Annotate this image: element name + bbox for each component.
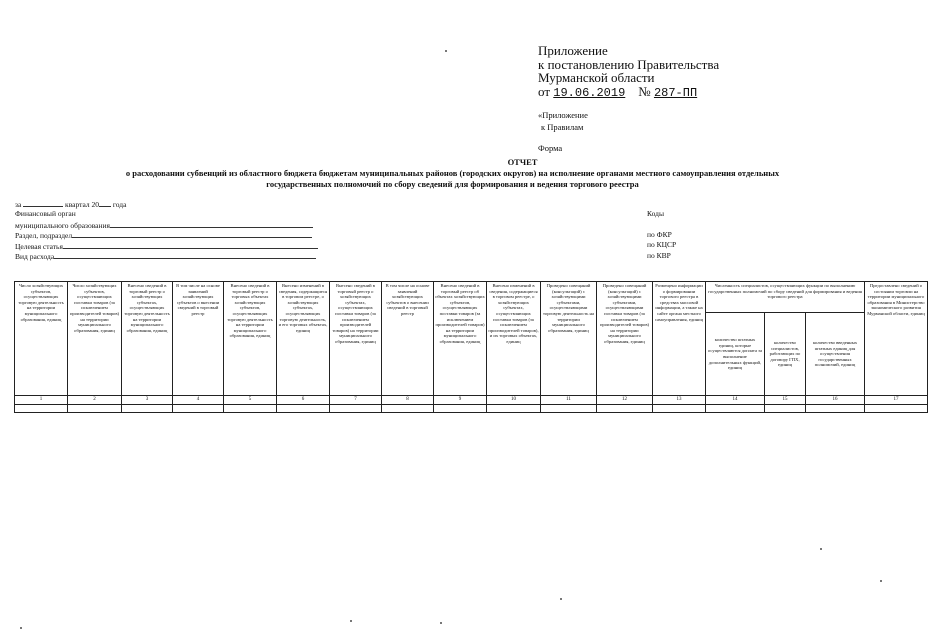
data-row bbox=[15, 405, 928, 413]
appendix-line2: к постановлению Правительства bbox=[538, 56, 720, 72]
col-subheader: количество специалистов, работающих по договору ГПХ, единиц bbox=[765, 313, 806, 396]
section-field[interactable] bbox=[72, 230, 312, 238]
scan-speck bbox=[440, 622, 442, 624]
title-line2: государственных полномочий по сбору сведений для формирования и ведения торгового реестра bbox=[266, 179, 639, 189]
scan-speck bbox=[20, 627, 22, 629]
municipality-field[interactable] bbox=[110, 220, 313, 228]
appendix-date: 19.06.2019 bbox=[553, 85, 626, 100]
appendix-block bbox=[538, 44, 719, 100]
year-field[interactable] bbox=[99, 199, 111, 207]
report-title bbox=[0, 157, 905, 190]
period-row: за квартал 20 года bbox=[15, 200, 127, 209]
appendix-date-line: от 19.06.2019 № 287-ПП bbox=[538, 83, 698, 100]
title-heading: ОТЧЕТ bbox=[507, 157, 538, 167]
header-row bbox=[15, 282, 928, 313]
title-line1: о расходовании субвенций из областного бюджета бюджетам муниципальных районов (городских округов) на исполнение органами местного самоуправления отдельных bbox=[125, 168, 780, 178]
col-header: Число хозяйствующих субъектов, осуществляющих торговую деятельность на территории муниципального образования, единиц bbox=[15, 282, 68, 396]
col-header: В том числе на основе заявлений хозяйствующих субъектов о внесении сведений в торговый реестр bbox=[173, 282, 224, 396]
column-numbers-row: 1 2 3 4 5 6 7 8 9 10 11 12 13 14 15 16 17 bbox=[15, 396, 928, 405]
col-subheader: количество введенных штатных единиц для осуществления государственных полномочий, единиц bbox=[806, 313, 865, 396]
appendix-line3: Мурманской области bbox=[538, 70, 655, 85]
quarter-field[interactable] bbox=[23, 199, 63, 207]
col-header: Внесено изменений в сведения, содержащиеся в торговом реестре, о хозяйствующих субъектах, осуществляющих поставки товаров (за исключением производителей товаров), и их торговых объектах, единиц bbox=[487, 282, 541, 396]
report-table bbox=[14, 281, 928, 413]
target-field[interactable] bbox=[63, 241, 318, 249]
col-header: Внесено сведений в торговый реестр о хозяйствующих субъектах, осуществляющих поставки товаров (за исключением производителей товаров) на территории муниципального образования, единиц bbox=[330, 282, 382, 396]
scan-speck bbox=[350, 620, 352, 622]
appendix-number: 287-ПП bbox=[653, 85, 698, 100]
col-header-group: Численность специалистов, осуществляющих функции по выполнению государственных полномочий по сбору сведений для формирования и ведения торгового реестра bbox=[706, 282, 865, 313]
col-header: Предоставлено сведений о состоянии торговли на территории муниципального образования в Министерство экономического развития Мурманской области, единиц bbox=[865, 282, 928, 396]
col-header: Внесено сведений в торговый реестр о торговых объектах хозяйствующих субъектов, осуществляющих торговую деятельность на территории муниципального образования, единиц bbox=[224, 282, 277, 396]
report-meta: за квартал 20 года Финансовый орган муниципального образования Раздел, подраздел Целевая статья Вид расхода bbox=[15, 199, 318, 261]
col-subheader: количество штатных единиц, которые осуществляются доплата за выполнение дополнительных функций, единиц bbox=[706, 313, 765, 396]
col-header: Внесено сведений в торговый реестр о хозяйствующих субъектах, осуществляющих торговую деятельность на территории муниципального образования, единиц bbox=[122, 282, 173, 396]
col-header: Проведено совещаний (консультаций) с хозяйствующими субъектами, осуществляющими торговую деятельность на территории муниципального образования, единиц bbox=[541, 282, 597, 396]
col-header: Внесено сведений в торговый реестр об объектах хозяйствующих субъектов, осуществляющих поставки товаров (за исключением производителей товаров) на территории муниципального образования, единиц bbox=[434, 282, 487, 396]
codes-block: Коды по ФКР по КЦСР по КВР bbox=[647, 209, 677, 260]
col-header: Внесено изменений в сведения, содержащиеся в торговом реестре, о хозяйствующих субъектах, осуществляющих торговую деятельность, и его торговых объектах, единиц bbox=[277, 282, 330, 396]
appendix-line1: Приложение bbox=[538, 43, 608, 58]
col-header: В том числе на основе заявлений хозяйствующих субъектов о внесении сведений в торговый реестр bbox=[382, 282, 434, 396]
scan-speck bbox=[880, 580, 882, 582]
form-label: Форма bbox=[538, 143, 563, 153]
scan-speck bbox=[560, 598, 562, 600]
col-header: Размещено информации о формировании торгового реестра в средствах массовой информации, а также на сайте органа местного самоуправления, единиц bbox=[653, 282, 706, 396]
sub-appendix: «Приложение к Правилам bbox=[538, 110, 588, 132]
col-header: Проведено совещаний (консультаций) с хозяйствующими субъектами, осуществляющими поставки товаров (за исключением производителей товаров) на территории муниципального образования, единиц bbox=[597, 282, 653, 396]
scan-speck bbox=[445, 50, 447, 52]
scan-speck bbox=[820, 548, 822, 550]
col-header: Число хозяйствующих субъектов, осуществляющих поставки товаров (за исключением производителей товаров) на территории муниципального образования, единиц bbox=[68, 282, 122, 396]
expense-field[interactable] bbox=[54, 251, 316, 259]
